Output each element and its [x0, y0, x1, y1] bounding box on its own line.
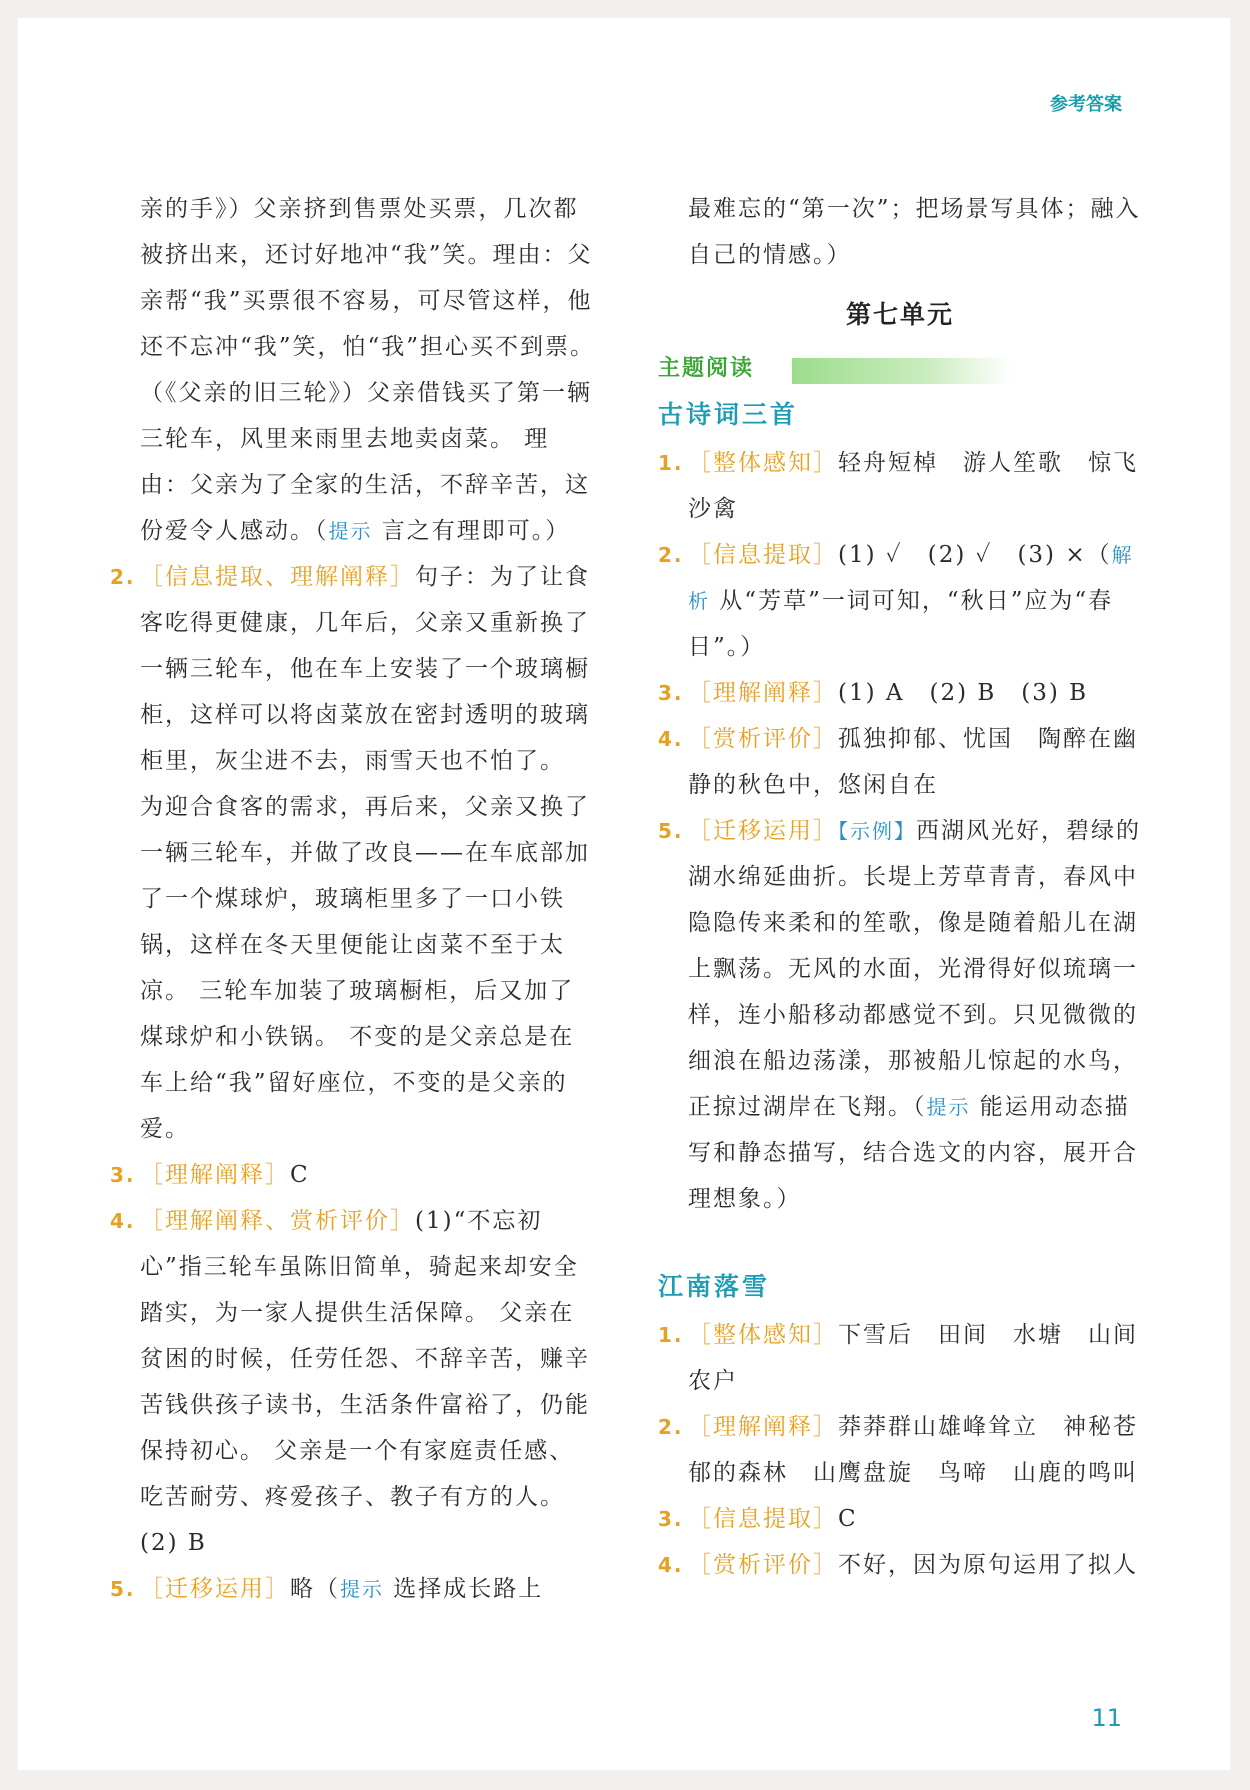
skill-tag: ［理解阐释］	[140, 1162, 290, 1188]
answer-continuation: 最难忘的“第一次”；把场景写具体；融入自己的情感。）	[688, 196, 1141, 268]
skill-tag: ［信息提取］	[688, 1506, 838, 1532]
hint-label: 提示	[340, 1577, 384, 1601]
skill-tag: ［信息提取、理解阐释］	[140, 564, 415, 590]
answer-item-5: 5. ［迁移运用］略（提示 选择成长路上	[110, 1576, 544, 1602]
text-title: 古诗词三首	[658, 400, 799, 429]
answer-item: 3. ［理解阐释］(1) A (2) B (3) B	[658, 680, 1089, 706]
skill-tag: ［整体感知］	[688, 1322, 838, 1348]
skill-tag: ［赏析评价］	[688, 726, 838, 752]
section-band	[658, 346, 1142, 390]
answer-item: 5. ［迁移运用］【示例】西湖风光好，碧绿的湖水绵延曲折。长堤上芳草青青，春风中隐隐传来柔和的笙歌，像是随着船儿在湖上飘荡。无风的水面，光滑得好似琉璃一样，连小船移动都感觉不到。只见微微的细浪在船边荡漾，那被船儿惊起的水鸟，正掠过湖岸在飞翔。（提示 能运用动态描写和静态描写，结合选文的内容，展开合理想象。）	[658, 818, 1141, 1212]
text-title: 江南落雪	[658, 1272, 771, 1301]
page-number: 11	[1091, 1704, 1122, 1732]
hint-label: 解析	[688, 543, 1134, 613]
section-band-bar	[792, 358, 1012, 384]
hint-label: 提示	[328, 519, 373, 543]
answer-item: 2. ［信息提取］(1) ✓ (2) ✓ (3) ×（解析 从“芳草”一词可知，“秋日”应为“春日”。）	[658, 542, 1134, 660]
skill-tag: ［整体感知］	[688, 450, 838, 476]
skill-tag: ［信息提取］	[688, 542, 838, 568]
answer-item: 3. ［信息提取］C	[658, 1506, 858, 1532]
right-column	[658, 186, 1142, 1588]
answer-item-2: 2. ［信息提取、理解阐释］句子：为了让食客吃得更健康，几年后，父亲又重新换了一辆三轮车，他在车上安装了一个玻璃橱柜，这样可以将卤菜放在密封透明的玻璃柜里，灰尘进不去，雨雪天也不怕了。 为迎合食客的需求，再后来，父亲又换了一辆三轮车，并做了改良——在车底部加了一个煤球炉，玻璃柜里多了一口小铁锅，这样在冬天里便能让卤菜不至于太凉。 三轮车加装了玻璃橱柜，后又加了煤球炉和小铁锅。 不变的是父亲总是在车上给“我”留好座位，不变的是父亲的爱。	[110, 564, 590, 1142]
skill-tag: ［理解阐释］	[688, 680, 838, 706]
hint-label: 提示	[926, 1095, 971, 1119]
skill-tag: ［赏析评价］	[688, 1552, 838, 1578]
unit-title: 第七单元	[845, 300, 954, 329]
answer-page	[18, 18, 1230, 1770]
answer-item: 1. ［整体感知］下雪后 田间 水塘 山间农户	[658, 1322, 1138, 1394]
example-label: 【示例】	[838, 819, 916, 843]
page-header: 参考答案	[1050, 94, 1122, 115]
answer-item-4: 4. ［理解阐释、赏析评价］(1)“不忘初心”指三轮车虽陈旧简单，骑起来却安全踏实，为一家人提供生活保障。 父亲在贫困的时候，任劳任怨、不辞辛苦，赚辛苦钱供孩子读书，生活条件富裕了，仍能保持初心。 父亲是一个有家庭责任感、吃苦耐劳、疼爱孩子、教子有方的人。 (2) B	[110, 1208, 590, 1556]
skill-tag: ［理解阐释］	[688, 1414, 838, 1440]
answer-item: 2. ［理解阐释］莽莽群山雄峰耸立 神秘苍郁的森林 山鹰盘旋 鸟啼 山鹿的鸣叫	[658, 1414, 1138, 1486]
answer-continuation: 亲的手》）父亲挤到售票处买票，几次都被挤出来，还讨好地冲“我”笑。理由：父亲帮“我”买票很不容易，可尽管这样，他还不忘冲“我”笑，怕“我”担心买不到票。 （《父亲的旧三轮》）父亲借钱买了第一辆三轮车，风里来雨里去地卖卤菜。 理由：父亲为了全家的生活，不辞辛苦，这份爱令人感动。（提示 言之有理即可。）	[140, 196, 596, 544]
answer-item: 1. ［整体感知］轻舟短棹 游人笙歌 惊飞沙禽	[658, 450, 1138, 522]
skill-tag: ［理解阐释、赏析评价］	[140, 1208, 415, 1234]
answer-item-3: 3. ［理解阐释］C	[110, 1162, 310, 1188]
answer-item: 4. ［赏析评价］孤独抑郁、忧国 陶醉在幽静的秋色中，悠闲自在	[658, 726, 1138, 798]
skill-tag: ［迁移运用］	[688, 818, 838, 844]
section-band-label: 主题阅读	[658, 356, 755, 381]
left-column	[110, 186, 598, 1612]
answer-item: 4. ［赏析评价］不好，因为原句运用了拟人	[658, 1552, 1138, 1578]
skill-tag: ［迁移运用］	[140, 1576, 290, 1602]
